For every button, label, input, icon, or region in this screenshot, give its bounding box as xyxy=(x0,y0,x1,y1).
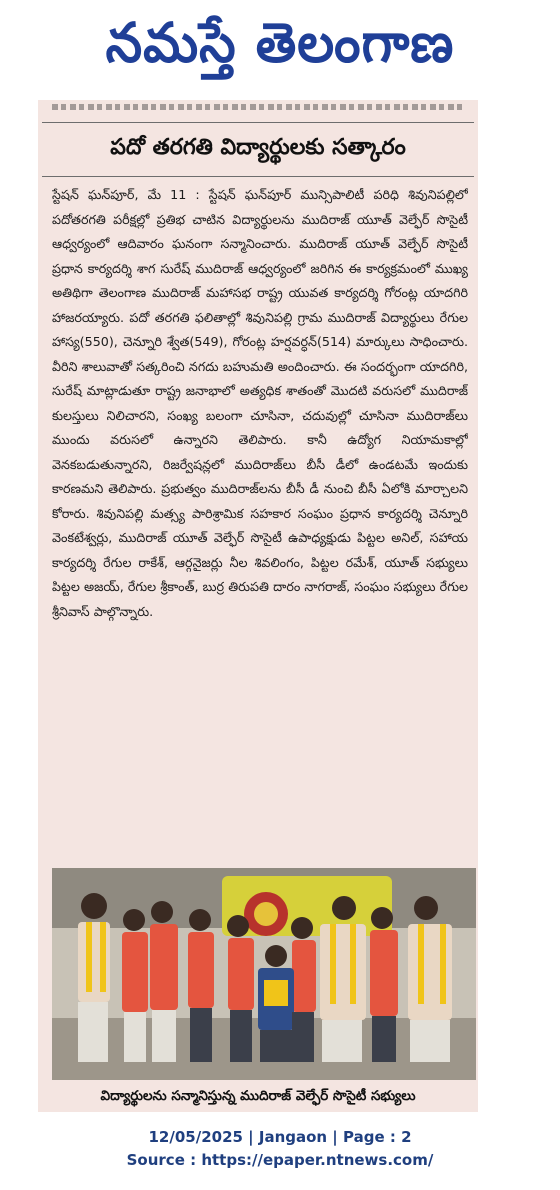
clipped-text-remnant xyxy=(52,100,466,114)
source-link[interactable]: Source : https://epaper.ntnews.com/ xyxy=(126,1151,434,1169)
masthead-title: నమస్తే తెలంగాణ xyxy=(105,11,455,75)
photo-caption: విద్యార్థులను సన్మానిస్తున్న ముదిరాజ్ వెల్ఫేర్ సొసైటీ సభ్యులు xyxy=(100,1087,416,1104)
news-photo xyxy=(52,868,476,1080)
edition-meta: 12/05/2025 | Jangaon | Page : 2 xyxy=(148,1128,412,1146)
group-photo-illustration xyxy=(52,868,476,1080)
article-headline: పదో తరగతి విద్యార్థులకు సత్కారం xyxy=(110,135,406,160)
article-body: స్టేషన్ ఘన్‌పూర్, మే 11 : స్టేషన్ ఘన్‌పూర్ మున్సిపాలిటీ పరిధి శివునిపల్లిలో పదోతరగతి పరీక్షల్లో ప్రతిభ చాటిన విద్యార్థులను ముదిరాజ్ యూత్ వెల్ఫేర్ సొసైటీ ఆధ్వర్యంలో ఆదివారం ఘనంగా సన్మానించారు. ముదిరాజ్ యూత్ వెల్ఫేర్ సొసైటీ ప్రధాన కార్యదర్శి శాగ సురేష్ ముదిరాజ్ ఆధ్వర్యంలో జరిగిన ఈ కార్యక్రమంలో ముఖ్య అతిథిగా తెలంగాణ ముదిరాజ్ మహాసభ రాష్ట్ర యువత కార్యదర్శి గోరంట్ల యాదగిరి హాజరయ్యారు. పదో తరగతి ఫలితాల్లో శివునిపల్లి గ్రామ ముదిరాజ్ విద్యార్థులు రేగుల హాస్య(550), చెన్నూరి శ్వేత(549), గోరంట్ల హర్షవర్ధన్(514) మార్కులు సాధించారు. వీరిని శాలువాతో సత్కరించి నగదు బహుమతి అందించారు. ఈ సందర్భంగా యాదగిరి, సురేష్ మాట్లాడుతూ రాష్ట్ర జనాభాలో అత్యధిక శాతంతో మొదటి వరుసలో ముదిరాజ్ కులస్తులు నిలిచారని, సంఖ్య బలంగా చూసినా, చదువుల్లో చూసినా ముదిరాజ్‌లు ముందు వరుసలో ఉన్నారని తెలిపారు. కానీ ఉద్యోగ నియామకాల్లో వెనకబడుతున్నారని, రిజర్వేషన్లలో ముదిరాజ్‌లు బీసీ డీలో ఉండటమే ఇందుకు కారణమని తెలిపారు. ప్రభుత్వం ముదిరాజ్‌లను బీసీ డీ నుంచి బీసీ ఏలోకి మార్చాలని కోరారు. శివునిపల్లి మత్స్య పారిశ్రామిక సహకార సంఘం ప్రధాన కార్యదర్శి చెన్నూరి వెంకటేశ్వర్లు, ముదిరాజ్ యూత్ వెల్ఫేర్ సొసైటీ ఉపాధ్యక్షుడు పిట్టల అనిల్, సహాయ కార్యదర్శి రేగుల రాకేశ్, ఆర్గనైజర్లు నీల శివలింగం, పిట్టల రమేశ్, యూత్ సభ్యులు పిట్టల అజయ్, రేగుల శ్రీకాంత్, బుర్ర తిరుపతి దారం నాగరాజ్, సంఘం సభ్యులు రేగుల శ్రీనివాస్ పాల్గొన్నారు. xyxy=(52,187,468,619)
headline-top-rule xyxy=(42,122,474,123)
headline-bottom-rule xyxy=(42,176,474,177)
newspaper-masthead xyxy=(0,0,560,100)
